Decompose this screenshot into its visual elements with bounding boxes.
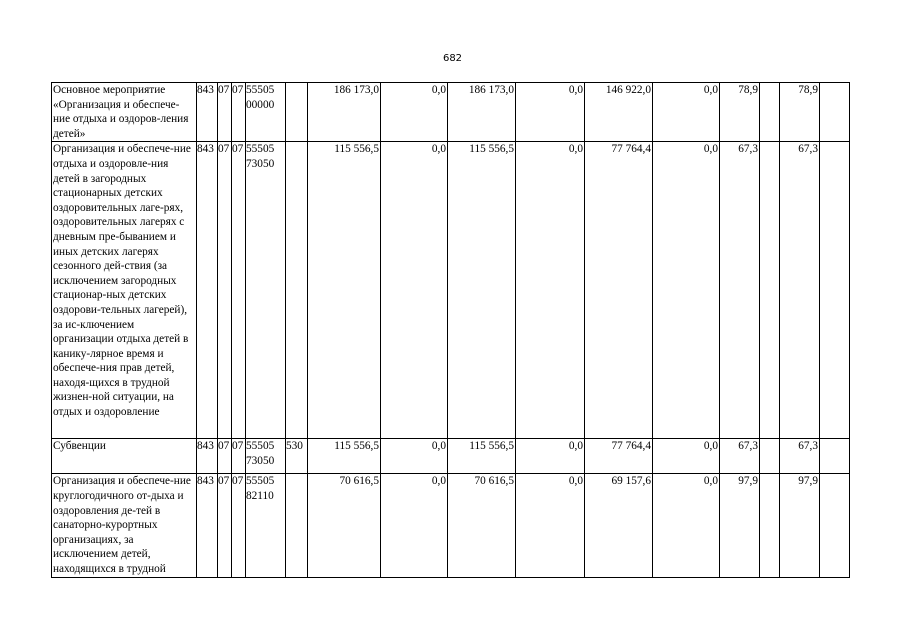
value-cell: 70 616,5 bbox=[308, 474, 381, 578]
row-name: Субвенции bbox=[52, 439, 197, 474]
ved-code: 843 bbox=[197, 83, 218, 142]
percent-cell: 97,9 bbox=[780, 474, 820, 578]
ved-code: 843 bbox=[197, 439, 218, 474]
table-row bbox=[52, 474, 850, 578]
value-cell: 0,0 bbox=[516, 439, 585, 474]
value-cell: 0,0 bbox=[381, 142, 448, 439]
empty-cell bbox=[820, 474, 850, 578]
percent-cell: 97,9 bbox=[720, 474, 760, 578]
value-cell: 186 173,0 bbox=[308, 83, 381, 142]
value-cell: 115 556,5 bbox=[448, 142, 516, 439]
expense-type-code: 530 bbox=[286, 439, 308, 474]
row-name: Основное мероприятие «Организация и обеспече-ние отдыха и оздоров-ления детей» bbox=[52, 83, 197, 142]
value-cell bbox=[760, 142, 780, 439]
expense-type-code bbox=[286, 474, 308, 578]
target-article-code: 55505 82110 bbox=[246, 474, 286, 578]
budget-table bbox=[51, 82, 850, 578]
section-code: 07 bbox=[218, 439, 232, 474]
value-cell: 115 556,5 bbox=[448, 439, 516, 474]
empty-cell bbox=[820, 83, 850, 142]
table-row bbox=[52, 83, 850, 142]
value-cell bbox=[760, 439, 780, 474]
value-cell bbox=[760, 474, 780, 578]
value-cell: 146 922,0 bbox=[585, 83, 653, 142]
percent-cell: 78,9 bbox=[780, 83, 820, 142]
target-article-code: 55505 73050 bbox=[246, 142, 286, 439]
row-name: Организация и обеспече-ние отдыха и оздоровле-ния детей в загородных стационарных детских оздоровительных лаге-рях, оздоровительных лагерях с дневным пре-быванием и иных детских лагерях сезонного дей-ствия (за исключением загородных стационар-ных детских оздорови-тельных лагерей), за ис-ключением организации отдыха детей в канику-лярное время и обеспече-ния прав детей, находя-щихся в трудной жизнен-ной ситуации, на отдых и оздоровление bbox=[52, 142, 197, 439]
value-cell: 0,0 bbox=[653, 142, 720, 439]
empty-cell bbox=[820, 439, 850, 474]
subsection-code: 07 bbox=[232, 83, 246, 142]
ved-code: 843 bbox=[197, 142, 218, 439]
percent-cell: 78,9 bbox=[720, 83, 760, 142]
section-code: 07 bbox=[218, 83, 232, 142]
value-cell: 0,0 bbox=[653, 83, 720, 142]
empty-cell bbox=[820, 142, 850, 439]
section-code: 07 bbox=[218, 474, 232, 578]
target-article-code: 55505 73050 bbox=[246, 439, 286, 474]
value-cell: 77 764,4 bbox=[585, 142, 653, 439]
subsection-code: 07 bbox=[232, 142, 246, 439]
value-cell: 0,0 bbox=[516, 83, 585, 142]
value-cell: 0,0 bbox=[516, 474, 585, 578]
expense-type-code bbox=[286, 142, 308, 439]
subsection-code: 07 bbox=[232, 474, 246, 578]
value-cell: 115 556,5 bbox=[308, 142, 381, 439]
value-cell: 69 157,6 bbox=[585, 474, 653, 578]
percent-cell: 67,3 bbox=[780, 142, 820, 439]
value-cell bbox=[760, 83, 780, 142]
subsection-code: 07 bbox=[232, 439, 246, 474]
value-cell: 0,0 bbox=[653, 474, 720, 578]
target-article-code: 55505 00000 bbox=[246, 83, 286, 142]
ved-code: 843 bbox=[197, 474, 218, 578]
value-cell: 77 764,4 bbox=[585, 439, 653, 474]
value-cell: 186 173,0 bbox=[448, 83, 516, 142]
row-name: Организация и обеспече-ние круглогодичного от-дыха и оздоровления де-тей в санаторно-курортных организациях, за исключением детей, находящихся в трудной bbox=[52, 474, 197, 578]
percent-cell: 67,3 bbox=[720, 439, 760, 474]
percent-cell: 67,3 bbox=[780, 439, 820, 474]
value-cell: 0,0 bbox=[381, 439, 448, 474]
value-cell: 0,0 bbox=[381, 83, 448, 142]
section-code: 07 bbox=[218, 142, 232, 439]
value-cell: 0,0 bbox=[516, 142, 585, 439]
expense-type-code bbox=[286, 83, 308, 142]
percent-cell: 67,3 bbox=[720, 142, 760, 439]
value-cell: 70 616,5 bbox=[448, 474, 516, 578]
value-cell: 0,0 bbox=[381, 474, 448, 578]
value-cell: 0,0 bbox=[653, 439, 720, 474]
value-cell: 115 556,5 bbox=[308, 439, 381, 474]
page-number: 682 bbox=[442, 53, 463, 64]
table-row bbox=[52, 439, 850, 474]
table-row bbox=[52, 142, 850, 439]
